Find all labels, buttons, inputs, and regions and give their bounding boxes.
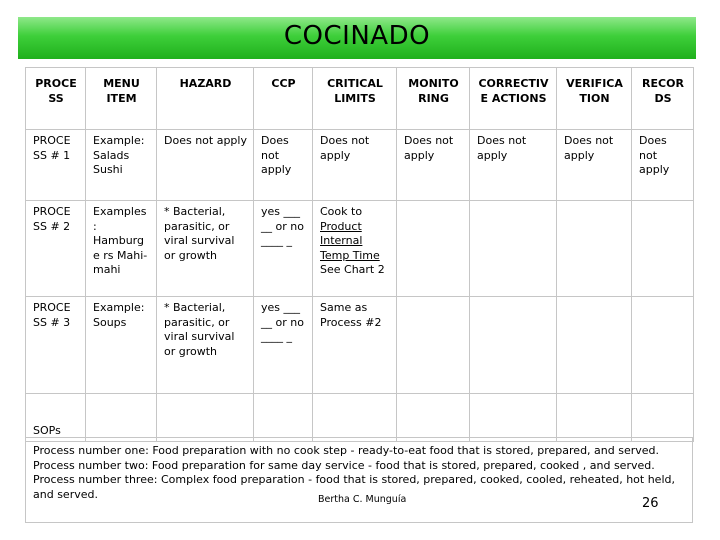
- cell-records: [632, 201, 694, 297]
- page-title: COCINADO: [283, 21, 431, 51]
- cell-menu-item: Example: Salads Sushi: [86, 130, 157, 201]
- header-row: [26, 68, 694, 130]
- header-critical-limits: CRITICAL LIMITS: [313, 68, 397, 130]
- page-number: 26: [642, 496, 659, 511]
- header-verification: VERIFICA TION: [557, 68, 632, 130]
- cell-records: Does not apply: [632, 130, 694, 201]
- header-monitoring: MONITO RING: [397, 68, 470, 130]
- header-ccp: CCP: [254, 68, 313, 130]
- cell-corrective-actions: [470, 201, 557, 297]
- cell-process: PROCE SS # 2: [26, 201, 86, 297]
- note-process-two: Process number two: Food preparation for same day service - food that is stored, prepared, cooked , and served.: [33, 458, 655, 472]
- critical-limits-suffix: See Chart 2: [320, 263, 385, 276]
- cell-sops: SOPs: [26, 394, 86, 442]
- cell-monitoring: [397, 201, 470, 297]
- cell-monitoring: [397, 297, 470, 394]
- cell-critical-limits: Does not apply: [313, 130, 397, 201]
- table-row: [26, 130, 694, 201]
- table-row: [26, 394, 694, 442]
- cell-verification: [557, 297, 632, 394]
- cell-corrective-actions: Does not apply: [470, 130, 557, 201]
- cell-empty: [86, 394, 157, 442]
- cell-ccp: yes ___ __ or no ____ _: [254, 201, 313, 297]
- cell-empty: [397, 394, 470, 442]
- cell-ccp: Does not apply: [254, 130, 313, 201]
- cell-process: PROCE SS # 3: [26, 297, 86, 394]
- cell-ccp: yes ___ __ or no ____ _: [254, 297, 313, 394]
- cell-critical-limits: Same as Process #2: [313, 297, 397, 394]
- header-menu-item: MENU ITEM: [86, 68, 157, 130]
- cell-empty: [254, 394, 313, 442]
- process-notes: [25, 437, 693, 523]
- cell-critical-limits: [313, 201, 397, 297]
- table-row: [26, 297, 694, 394]
- cell-hazard: * Bacterial, parasitic, or viral survival or growth: [157, 297, 254, 394]
- cell-corrective-actions: [470, 297, 557, 394]
- cell-menu-item: Examples: Hamburge rs Mahi-mahi: [86, 201, 157, 297]
- table-row: [26, 201, 694, 297]
- header-records: RECOR DS: [632, 68, 694, 130]
- cell-hazard: * Bacterial, parasitic, or viral survival or growth: [157, 201, 254, 297]
- critical-limits-prefix: Cook to: [320, 205, 363, 218]
- cell-empty: [557, 394, 632, 442]
- cell-process: PROCE SS # 1: [26, 130, 86, 201]
- critical-limits-link[interactable]: Product Internal Temp Time: [320, 219, 380, 262]
- title-banner: [18, 17, 696, 59]
- cell-empty: [632, 394, 694, 442]
- header-corrective-actions: CORRECTIV E ACTIONS: [470, 68, 557, 130]
- cell-empty: [470, 394, 557, 442]
- cell-monitoring: Does not apply: [397, 130, 470, 201]
- cell-hazard: Does not apply: [157, 130, 254, 201]
- haccp-table: [25, 67, 694, 442]
- cell-empty: [313, 394, 397, 442]
- cell-empty: [157, 394, 254, 442]
- cell-verification: [557, 201, 632, 297]
- cell-records: [632, 297, 694, 394]
- note-process-three: Process number three: Complex food preparation - food that is stored, prepared, cooked, cooled, reheated, hot held, and served.: [33, 473, 675, 501]
- note-process-one: Process number one: Food preparation with no cook step - ready-to-eat food that is stored, prepared, and served.: [33, 444, 660, 457]
- author-credit: Bertha C. Munguía: [318, 494, 407, 505]
- cell-verification: Does not apply: [557, 130, 632, 201]
- header-hazard: HAZARD: [157, 68, 254, 130]
- header-process: PROCE SS: [26, 68, 86, 130]
- cell-menu-item: Example: Soups: [86, 297, 157, 394]
